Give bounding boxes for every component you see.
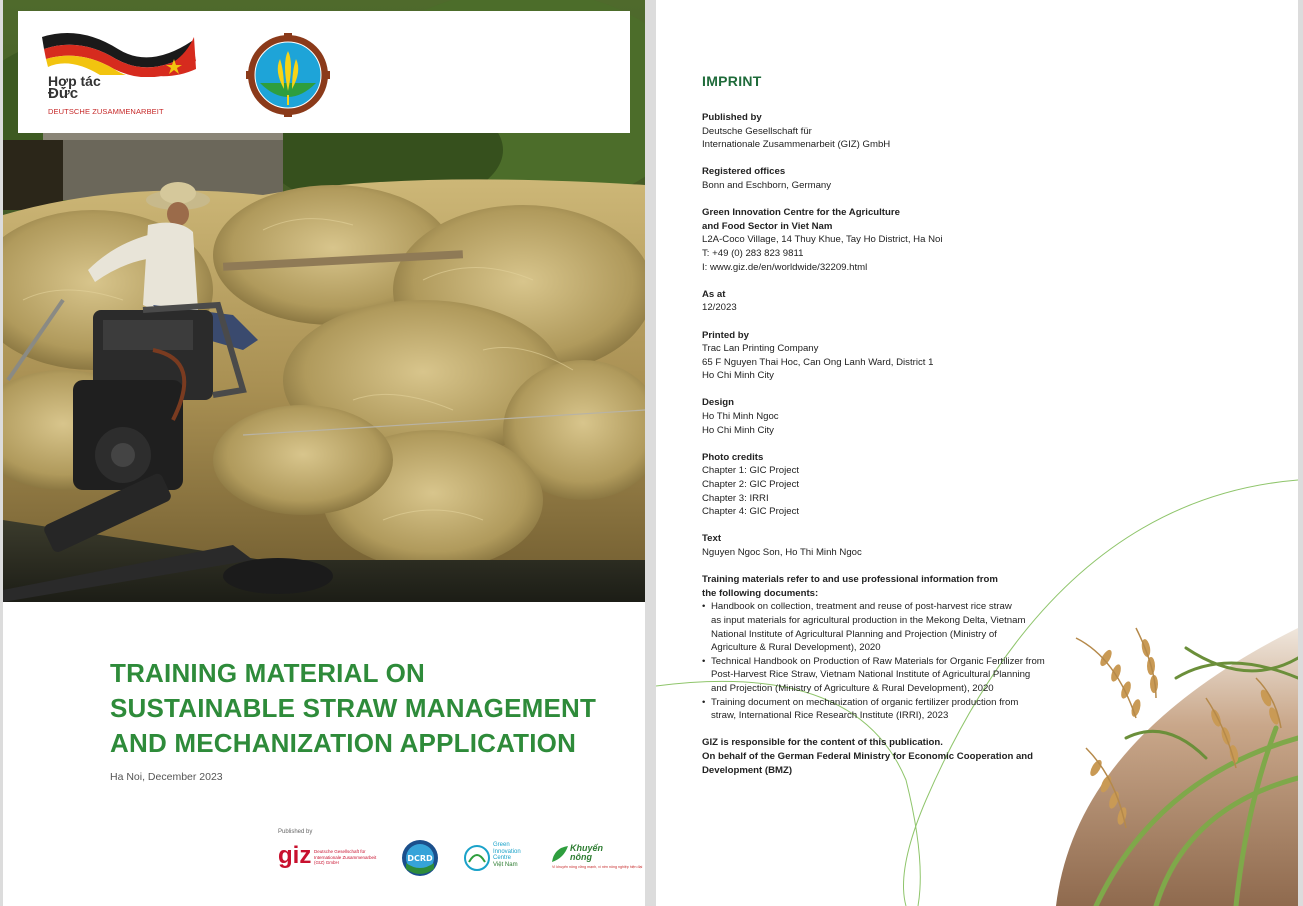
ministry-agriculture-emblem [246,33,330,117]
section-heading: Design [702,397,734,409]
section-line: Bonn and Eschborn, Germany [702,179,832,191]
reference-item: • Training document on mechanization of organic fertilizer production from straw, International Rice Research Institute (IRRI), 2023 [702,696,1092,723]
section-line: Chapter 2: GIC Project [702,479,800,491]
section-heading: Photo credits [702,451,764,463]
khuyen-nong-logo [550,843,643,872]
section-line: Chapter 4: GIC Project [702,506,800,518]
section-heading: As at [702,288,726,300]
khuyen-nong-text-1: Khuyến [570,843,604,853]
imprint-heading: IMPRINT [702,73,762,89]
giz-logo [278,843,388,873]
green-innovation-centre-logo [463,842,533,874]
section-line: Chapter 3: IRRI [702,492,769,504]
khuyen-nong-leaf-icon [550,844,570,864]
section-line: Internationale Zusammenarbeit (GIZ) GmbH [702,139,891,151]
section-heading: Printed by [702,329,749,341]
dcrd-mark: DCRD [407,854,433,863]
imprint-section [702,396,1092,437]
section-line: Ho Thi Minh Ngoc [702,411,779,423]
reference-item: • Handbook on collection, treatment and reuse of post-harvest rice straw as input materials for agricultural production in the Mekong Delta, Vietnam National Institute of Agricultural Planning and Projection (Ministry of Agriculture & Rural Development), 2020 [702,600,1092,654]
section-line: 12/2023 [702,302,737,314]
section-line: Ho Chi Minh City [702,370,774,382]
imprint-section [702,329,1092,383]
section-line: Ho Chi Minh City [702,424,774,436]
imprint-section [702,288,1092,315]
hop-tac-line1: Hợp tác [48,73,101,89]
khuyen-nong-slogan: Vì khuyến nông vững mạnh, vì nền nông nghiệp hiện đại [552,865,643,869]
imprint-page [656,0,1298,906]
imprint-section [702,451,1092,519]
german-vietnamese-flag-icon [40,29,200,77]
section-line: Trac Lan Printing Company [702,343,819,355]
training-materials-heading: Training materials refer to and use professional information from the following documents: [702,574,998,599]
logo-banner [18,11,630,133]
dcrd-logo [401,839,439,877]
section-line: 65 F Nguyen Thai Hoc, Can Ong Lanh Ward, District 1 [702,356,934,368]
training-materials-section [702,573,1092,723]
imprint-section [702,206,1092,274]
cover-page [3,0,645,906]
khuyen-nong-text-2: nông [570,852,592,862]
gic-text-1: Green [493,842,510,848]
section-line: T: +49 (0) 283 823 9811 [702,247,804,259]
section-heading: Text [702,533,722,545]
hop-tac-line2: Đức [48,85,79,102]
section-line: Nguyen Ngoc Son, Ho Thi Minh Ngoc [702,547,862,558]
giz-mark: giz [278,842,312,869]
deutsche-zusammenarbeit-label: DEUTSCHE ZUSAMMENARBEIT [48,107,164,116]
reference-item: • Technical Handbook on Production of Raw Materials for Organic Fertilizer from Post-Harvest Rice Straw, Vietnam National Institute of Agricultural Planning and Projection (Ministry of Agriculture & Rural Development), 2020 [702,655,1092,696]
website-link[interactable]: I: www.giz.de/en/worldwide/32209.html [702,261,868,273]
published-by-label: Published by [278,829,313,835]
section-heading: Published by [702,112,762,123]
giz-logo-text: Deutsche Gesellschaft für Internationale Zusammenarbeit (GIZ) GmbH [314,849,377,865]
cover-title: TRAINING MATERIAL ON SUSTAINABLE STRAW MANAGEMENT AND MECHANIZATION APPLICATION [110,658,597,758]
section-heading: Green Innovation Centre for the Agriculture and Food Sector in Viet Nam [702,207,900,232]
hop-tac-duc-logo [40,29,200,119]
section-line: Chapter 1: GIC Project [702,465,800,477]
reference-list [702,600,1092,722]
responsibility-note [702,736,1092,777]
imprint-section [702,532,1092,559]
section-line: L2A-Coco Village, 14 Thuy Khue, Tay Ho District, Ha Noi [702,234,943,246]
imprint-section [702,111,1092,152]
on-behalf-text: On behalf of the German Federal Ministry for Economic Cooperation and Development (BMZ) [702,750,1034,776]
imprint-body [702,111,1092,777]
gic-text-2: Innovation [493,848,521,855]
gic-text-3: Centre [493,855,512,861]
section-heading: Registered offices [702,166,786,178]
gic-emblem-icon [463,844,491,872]
responsibility-text: GIZ is responsible for the content of this publication. [702,737,943,749]
imprint-section [702,165,1092,192]
gic-text-4: Việt Nam [493,861,518,868]
cover-subtitle: Ha Noi, December 2023 [110,771,223,783]
section-line: Deutsche Gesellschaft für [702,125,812,137]
